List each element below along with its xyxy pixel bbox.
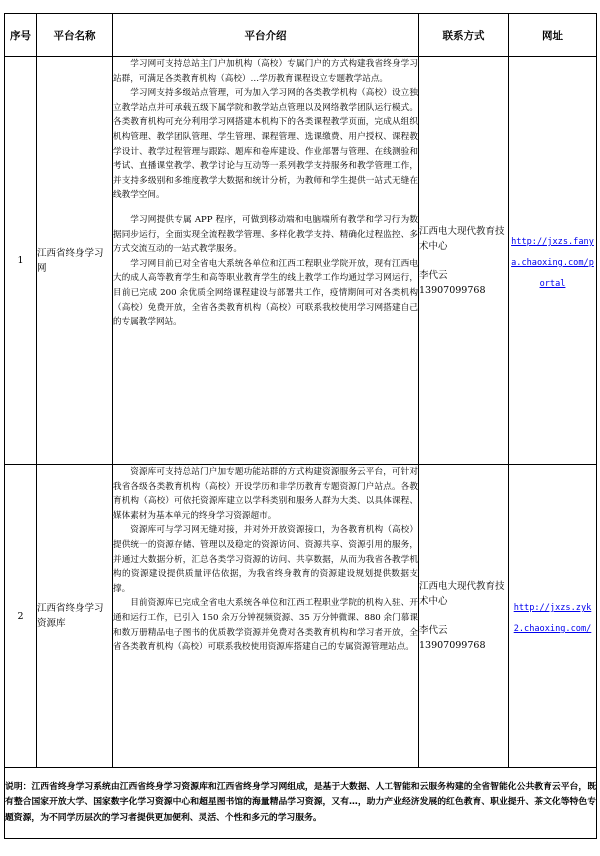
table-row bbox=[5, 57, 597, 465]
platform-intro bbox=[113, 57, 419, 465]
intro-paragraph: 资源库可支持总站门户加专题功能站群的方式构建资源服务云平台，可针对我省各级各类教育机构（高校）开设学历和非学历教育专题资源门户站点。各教育机构（高校）可依托资源库建立以学科类别和服务人群为大类、以具体课程、媒体素材为基本单元的终身学习资源超市。 bbox=[113, 467, 418, 521]
platform-url-cell bbox=[509, 465, 597, 768]
intro-paragraph: 学习网提供专属 APP 程序，可做到移动端和电脑端所有教学和学习行为数据同步运行，全面实现全流程教学管理、多样化教学支持、精确化过程监控、多方式交流互动的一站式教学服务。 bbox=[113, 214, 418, 255]
intro-paragraph: 目前资源库已完成全省电大系统各单位和江西工程职业学院的机构入驻、开通和运行工作，已引入 150 余万分钟视频资源、35 万分钟微课、880 余门慕课和数万册精品电子图书的优质教学资源并免费对各类教育机构和学习者开放，全省各类教育机构（高校）可联系我校使用资源库搭建自己的专属资源管理站点。 bbox=[113, 598, 418, 653]
contact-org: 江西电大现代教育技术中心 bbox=[419, 581, 505, 607]
platform-url-link[interactable]: http://jxzs.zyk2.chaoxing.com/ bbox=[513, 603, 592, 634]
row-number: 2 bbox=[5, 465, 37, 768]
platform-intro bbox=[113, 465, 419, 768]
contact-info bbox=[419, 57, 509, 465]
table-row bbox=[5, 465, 597, 768]
intro-paragraph: 学习网目前已对全省电大系统各单位和江西工程职业学院开放，现有江西电大的成人高等教育学生和高等职业教育学生的线上教学工作均通过学习网运行，目前已完成 200 余优质全网络课程建设与部署共工作，疫情期间可对各类机构（高校）免费开放，全省各类教育机构（高校）可联系我校使用学习网搭建自己的专属教学网站。 bbox=[113, 258, 418, 328]
platform-name: 江西省终身学习资源库 bbox=[37, 465, 113, 768]
contact-org: 江西电大现代教育技术中心 bbox=[419, 225, 505, 252]
header-name: 平台名称 bbox=[37, 14, 113, 57]
contact-person: 李代云 bbox=[419, 625, 448, 636]
platform-url-cell bbox=[509, 57, 597, 465]
header-intro: 平台介绍 bbox=[113, 14, 419, 57]
platform-name: 江西省终身学习网 bbox=[37, 57, 113, 465]
row-number: 1 bbox=[5, 57, 37, 465]
intro-paragraph: 学习网可支持总站主门户加机构（高校）专属门户的方式构建我省终身学习站群，可满足各类教育机构（高校）…学历教育课程设立专题教学站点。 bbox=[113, 59, 418, 84]
note-text: 说明：江西省终身学习系统由江西省终身学习资源库和江西省终身学习网组成，是基于大数据、人工智能和云服务构建的全省智能化公共教育云平台，既有整合国家开放大学、国家数字化学习资源中心和超星图书馆的海量精品学习资源，又有…，助力产业经济发展的红色教育、职业提升、茶文化等特色专题资源，为不同学历层次的学习者提供更加便利、灵活、个性和多元的学习服务。 bbox=[5, 768, 597, 839]
platform-table bbox=[4, 13, 597, 839]
intro-paragraph: 学习网支持多级站点管理，可为加入学习网的各类教学机构（高校）设立独立教学站点并可承载五级下属学院和教学站点管理以及网络教学团队运行模式。各类教育机构可充分利用学习网搭建本机构下的各类课程教学页面，完成从组织机构管理、教学团队管理、学生管理、课程管理、选课缴费、用户授权、课程教学设计、教学过程管理与跟踪、题库和卷库建设、作业部署与管理、在线测验和考试、直播课堂教学、教学讨论与互动等一系列教学支持服务和教学管理工作，并支持多级别和多维度教学大数据和统计分析，为教师和学生提供一站式无缝在线教学空间。 bbox=[113, 88, 418, 201]
contact-info bbox=[419, 465, 509, 768]
contact-phone: 13907099768 bbox=[419, 284, 486, 296]
contact-person: 李代云 bbox=[419, 269, 448, 281]
note-row bbox=[5, 768, 597, 839]
header-num: 序号 bbox=[5, 14, 37, 57]
contact-phone: 13907099768 bbox=[419, 640, 486, 651]
intro-paragraph: 资源库可与学习网无缝对接，并对外开放资源接口，为各教育机构（高校）提供统一的资源存储、管理以及稳定的资源访问、资源共享、资源引用的服务，并通过大数据分析，汇总各类学习资源的访问、共享数据，从而为我省各教学机构的资源建设提供质量评估依据，为我省终身教育的资源建设规划提供数据支撑。 bbox=[113, 525, 418, 594]
header-row bbox=[5, 14, 597, 57]
header-url: 网址 bbox=[509, 14, 597, 57]
header-contact: 联系方式 bbox=[419, 14, 509, 57]
platform-url-link[interactable]: http://jxzs.fanya.chaoxing.com/portal bbox=[511, 237, 594, 289]
